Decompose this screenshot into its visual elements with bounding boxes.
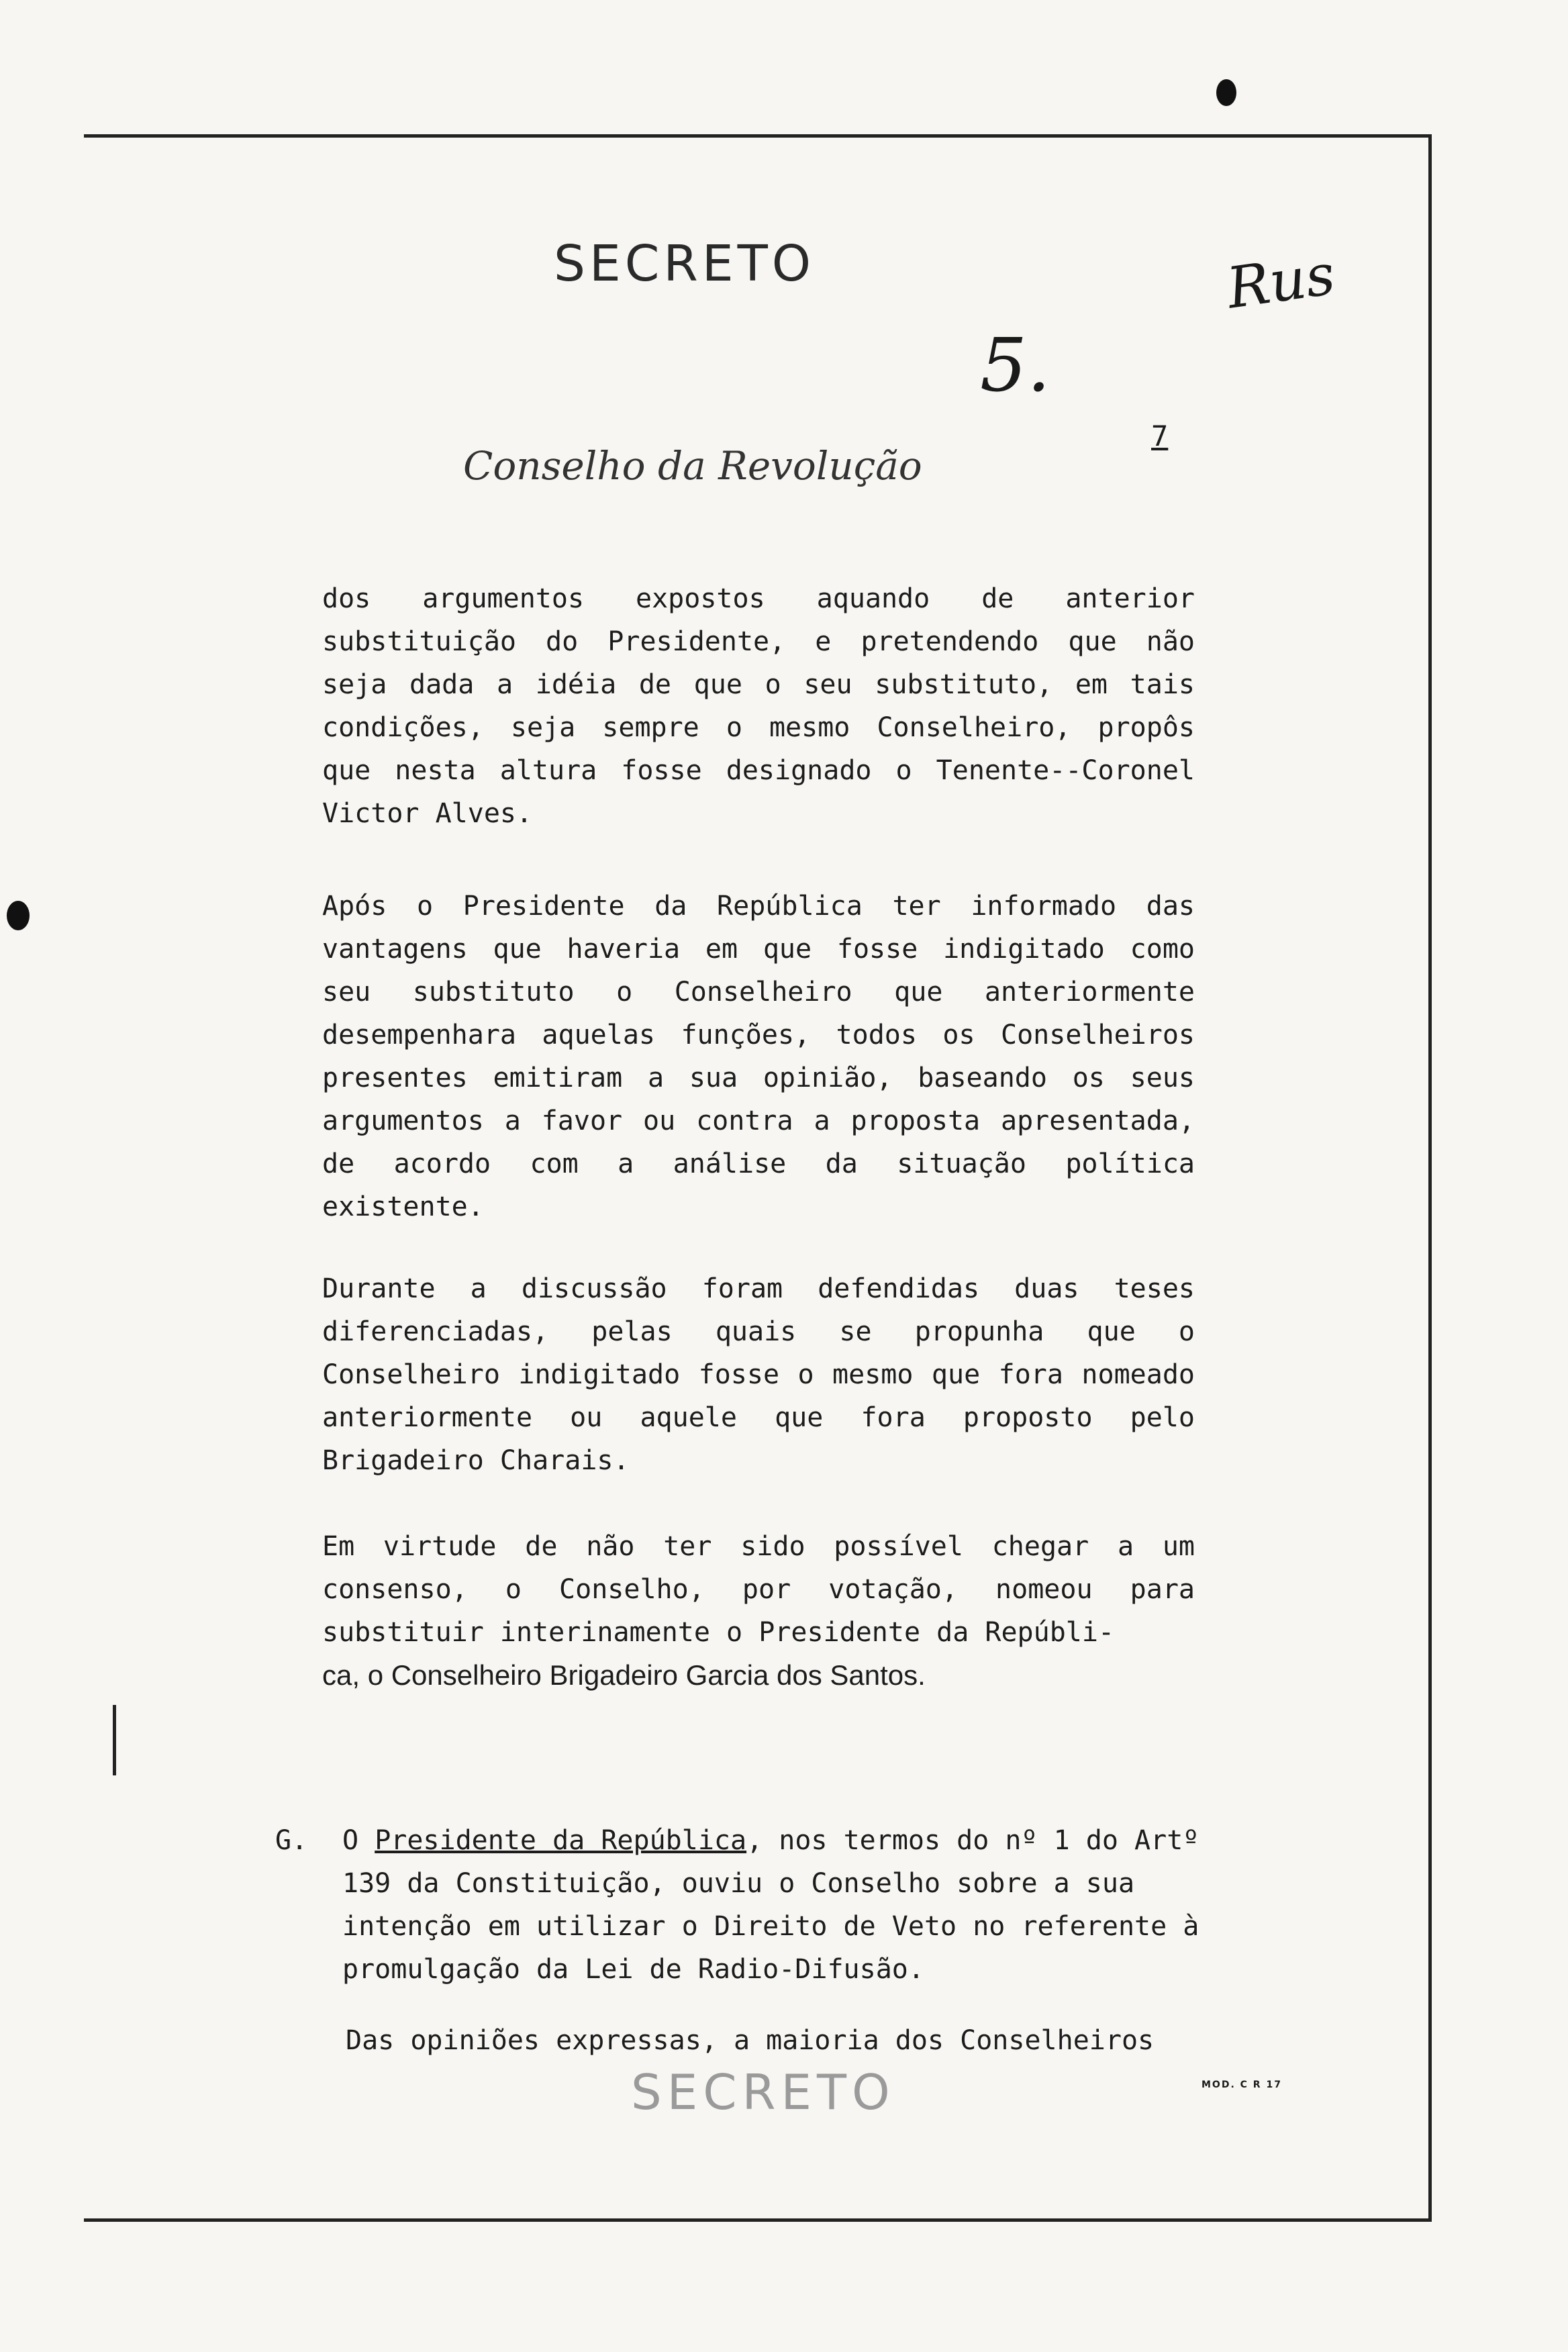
section-g-text <box>342 1819 1202 1991</box>
letterhead: Conselho da Revolução <box>463 443 922 489</box>
classification-footer: SECRETO <box>631 2064 895 2120</box>
section-g-tail: Das opiniões expressas, a maioria dos Conselheiros <box>346 2025 1155 2056</box>
margin-mark <box>113 1705 116 1775</box>
section-g-subject: Presidente da República <box>375 1825 747 1856</box>
form-code: MOD. C R 17 <box>1202 2079 1282 2090</box>
paragraph-last-line: ca, o Conselheiro Brigadeiro Garcia dos Santos. <box>322 1659 926 1691</box>
paragraph-1 <box>322 577 1195 835</box>
classification-header: SECRETO <box>554 235 816 293</box>
page-number: 7 <box>1151 420 1169 452</box>
paragraph-4 <box>322 1525 1195 1697</box>
section-g-rest: , nos termos do nº 1 do Artº 139 da Constituição, ouviu o Conselho sobre a sua intenção em utilizar o Direito de Veto no referente à promulgação da Lei de Radio-Difusão. <box>342 1825 1199 1985</box>
section-g-lead: O <box>342 1825 359 1856</box>
paragraph-text: dos argumentos expostos aquando de anterior substituição do Presidente, e pretendendo que não seja dada a idéia de que o seu substituto, em tais condições, seja sempre o mesmo Conselheiro, propôs que nesta altura fosse designado o Tenente--Coronel Victor Alves. <box>322 583 1195 829</box>
binder-hole-top-right <box>1216 79 1236 106</box>
paragraph-2 <box>322 885 1195 1228</box>
paragraph-3 <box>322 1267 1195 1482</box>
binder-hole-upper <box>7 901 30 930</box>
handwritten-initial: Rus <box>1222 241 1339 322</box>
paragraph-text: Durante a discussão foram defendidas duas teses diferenciadas, pelas quais se propunha que o Conselheiro indigitado fosse o mesmo que fora nomeado anteriormente ou aquele que fora proposto pelo Brigadeiro Charais. <box>322 1273 1195 1476</box>
section-letter: G. <box>275 1825 308 1856</box>
handwritten-mark: 5. <box>980 322 1050 408</box>
section-g-body <box>342 1819 1202 1991</box>
paragraph-text: Em virtude de não ter sido possível chegar a um consenso, o Conselho, por votação, nomeou para substituir interinamente o Presidente da Repúbli- <box>322 1531 1195 1648</box>
paragraph-text: Após o Presidente da República ter informado das vantagens que haveria em que fosse indigitado como seu substituto o Conselheiro que anteriormente desempenhara aquelas funções, todos os Conselheiros presentes emitiram a sua opinião, baseando os seus argumentos a favor ou contra a proposta apresentada, de acordo com a análise da situação política existente. <box>322 891 1195 1222</box>
